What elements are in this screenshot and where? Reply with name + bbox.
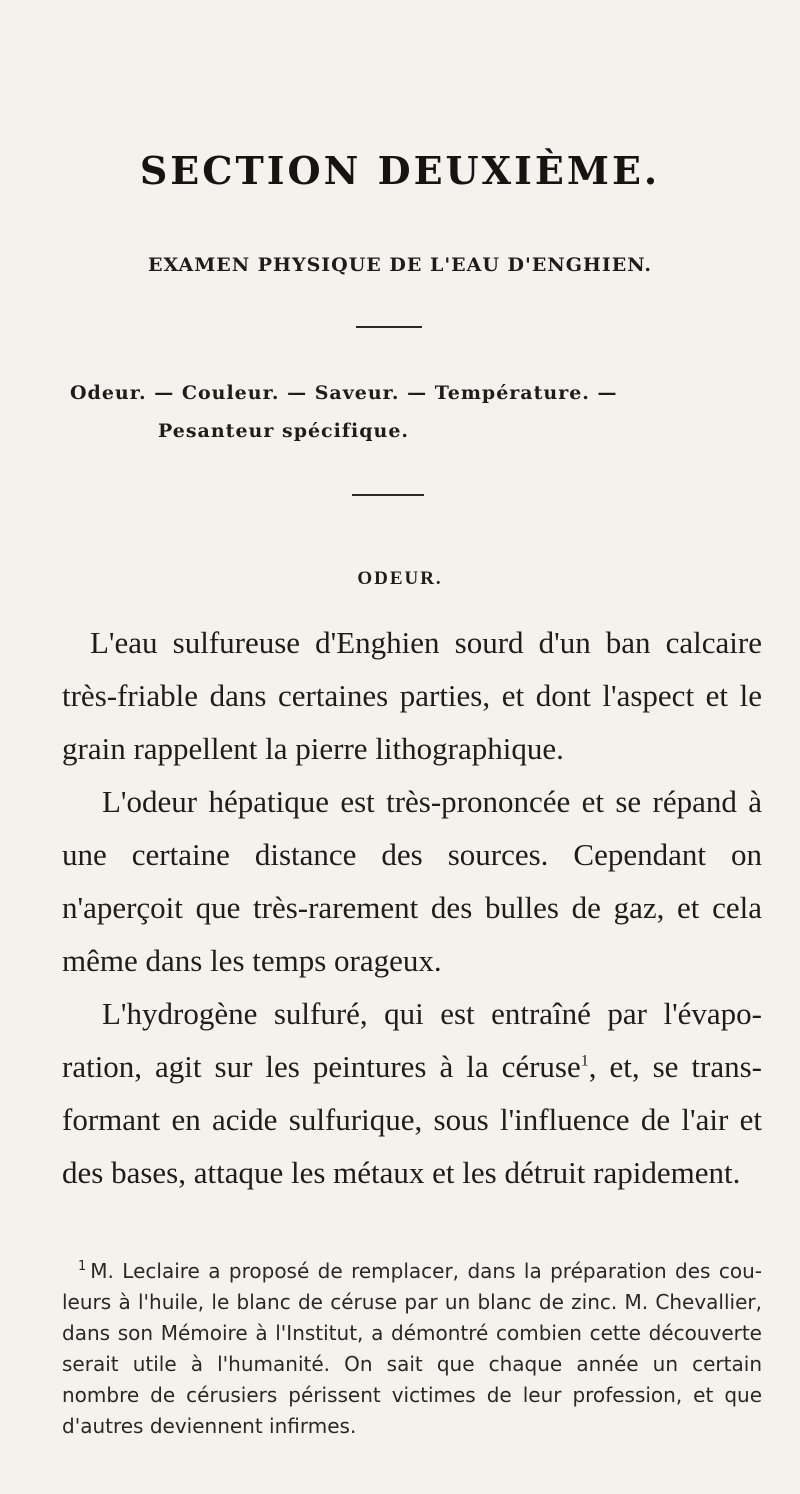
- summary-line-2: Pesanteur spécifique.: [158, 420, 410, 442]
- body-text: [62, 616, 762, 1199]
- footnote-reference: 1: [580, 1052, 589, 1070]
- section-title: SECTION DEUXIÈME.: [139, 148, 661, 193]
- paragraph-3-part-2: , et, se transformant en acide sulfurique, sous l'influence de l'air et des bases, attaque les métaux et les détruit rapidement.: [62, 1049, 762, 1190]
- paragraph-3: [62, 987, 762, 1199]
- footnote-mark: 1: [78, 1259, 87, 1275]
- paragraph-1: L'eau sulfureuse d'Enghien sourd d'un ban calcaire très-friable dans certaines parties, et dont l'aspect et le grain rappellent la pierre lithographique.: [62, 625, 762, 766]
- footnote-text: M. Leclaire a proposé de remplacer, dans la préparation des couleurs à l'huile, le blanc de céruse par un blanc de zinc. M. Chevallier, dans son Mémoire à l'Institut, a démontré combien cette découverte serait utile à l'humanité. On sait que chaque année un certain nombre de cérusiers périssent victimes de leur profession, et que d'autres deviennent infirmes.: [62, 1259, 762, 1438]
- paragraph-2: L'odeur hépatique est très-prononcée et se répand à une certaine distance des sources. Cependant on n'aperçoit que très-rarement des bulles de gaz, et cela même dans les temps orageux.: [62, 784, 762, 978]
- divider-top: [356, 326, 422, 328]
- paragraph-3-part-1: L'hydrogène sulfuré, qui est entraîné par l'évaporation, agit sur les peintures à la céruse: [62, 996, 762, 1084]
- section-summary: [70, 374, 750, 450]
- subsection-heading: ODEUR.: [357, 568, 443, 589]
- summary-line-1: Odeur. — Couleur. — Saveur. — Température. —: [70, 382, 618, 404]
- footnote: [62, 1256, 762, 1442]
- divider-bottom: [352, 494, 424, 496]
- chapter-subtitle: EXAMEN PHYSIQUE DE L'EAU D'ENGHIEN.: [147, 254, 653, 276]
